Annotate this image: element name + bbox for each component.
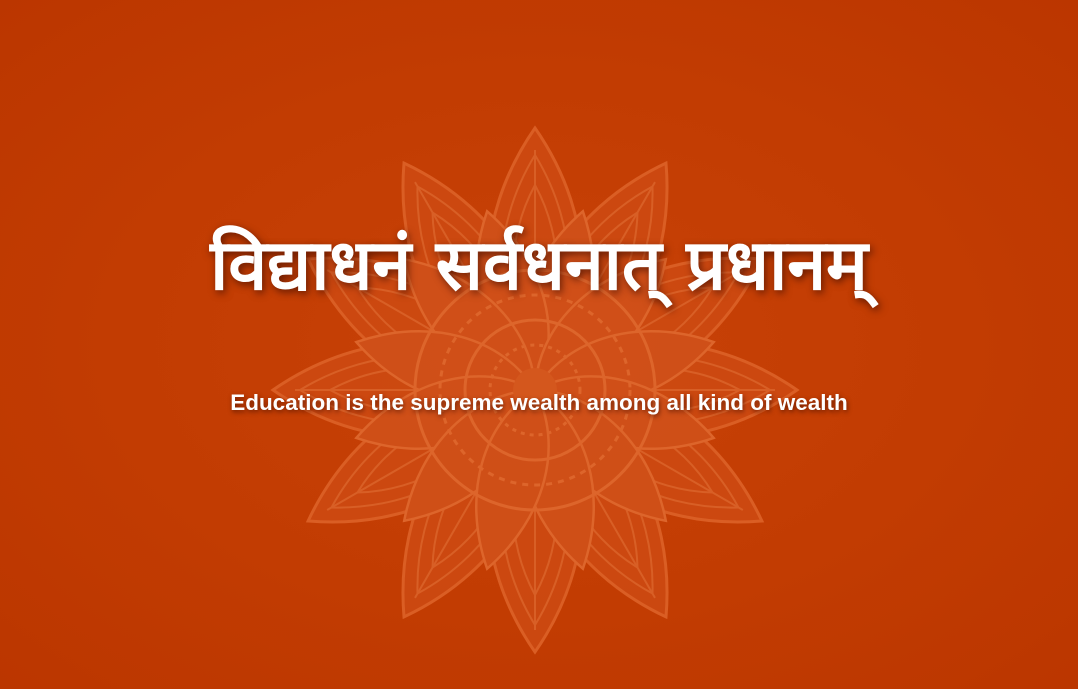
sanskrit-quote: विद्याधनं सर्वधनात् प्रधानम्	[210, 224, 868, 306]
quote-translation: Education is the supreme wealth among all kind of wealth	[230, 390, 848, 415]
